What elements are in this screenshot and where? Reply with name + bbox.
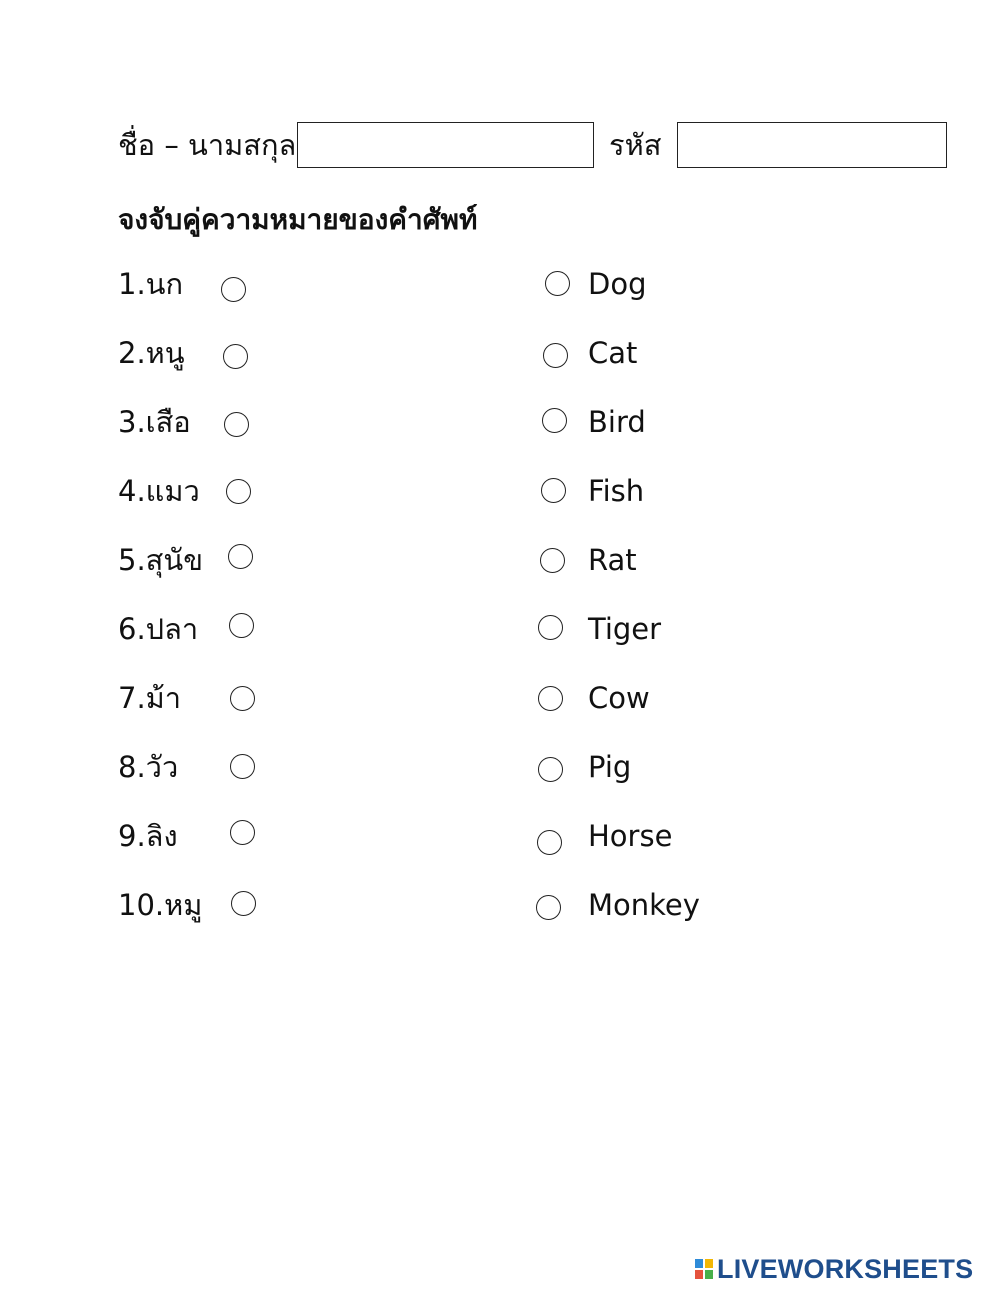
left-match-dot-1[interactable] xyxy=(221,277,246,302)
right-match-dot-4[interactable] xyxy=(541,478,566,503)
left-item-6: 6.ปลา xyxy=(118,612,199,646)
left-item-8: 8.วัว xyxy=(118,750,179,784)
right-match-dot-8[interactable] xyxy=(538,757,563,782)
right-item-8: Pig xyxy=(588,750,632,784)
left-item-2: 2.หนู xyxy=(118,336,185,370)
code-label: รหัส xyxy=(609,128,662,162)
right-item-1: Dog xyxy=(588,267,647,301)
left-item-4: 4.แมว xyxy=(118,474,200,508)
right-match-dot-10[interactable] xyxy=(536,895,561,920)
left-match-dot-3[interactable] xyxy=(224,412,249,437)
right-match-dot-2[interactable] xyxy=(543,343,568,368)
right-match-dot-7[interactable] xyxy=(538,686,563,711)
right-match-dot-6[interactable] xyxy=(538,615,563,640)
right-item-4: Fish xyxy=(588,474,645,508)
brand-name: LIVEWORKSHEETS xyxy=(717,1253,974,1284)
right-match-dot-5[interactable] xyxy=(540,548,565,573)
liveworksheets-brand xyxy=(694,1254,973,1284)
left-match-dot-4[interactable] xyxy=(226,479,251,504)
right-item-5: Rat xyxy=(588,543,637,577)
left-match-dot-9[interactable] xyxy=(230,820,255,845)
left-item-5: 5.สุนัข xyxy=(118,543,204,577)
left-item-7: 7.ม้า xyxy=(118,681,182,715)
right-item-7: Cow xyxy=(588,681,650,715)
left-match-dot-7[interactable] xyxy=(230,686,255,711)
left-match-dot-5[interactable] xyxy=(228,544,253,569)
logo-square-red xyxy=(694,1269,704,1280)
logo-square-blue xyxy=(694,1258,704,1269)
name-label: ชื่อ – นามสกุล xyxy=(118,128,297,162)
left-match-dot-10[interactable] xyxy=(231,891,256,916)
right-item-6: Tiger xyxy=(588,612,662,646)
right-match-dot-9[interactable] xyxy=(537,830,562,855)
name-input[interactable] xyxy=(297,122,594,168)
left-item-10: 10.หมู xyxy=(118,888,203,922)
right-item-10: Monkey xyxy=(588,888,700,922)
logo-square-yellow xyxy=(704,1258,714,1269)
left-item-1: 1.นก xyxy=(118,267,184,301)
instruction-heading: จงจับคู่ความหมายของคำศัพท์ xyxy=(118,203,478,236)
right-item-9: Horse xyxy=(588,819,673,853)
left-item-3: 3.เสือ xyxy=(118,405,191,439)
left-item-9: 9.ลิง xyxy=(118,819,178,853)
left-match-dot-6[interactable] xyxy=(229,613,254,638)
left-match-dot-8[interactable] xyxy=(230,754,255,779)
right-match-dot-1[interactable] xyxy=(545,271,570,296)
code-input[interactable] xyxy=(677,122,947,168)
right-item-3: Bird xyxy=(588,405,646,439)
left-match-dot-2[interactable] xyxy=(223,344,248,369)
liveworksheets-logo-icon xyxy=(694,1258,714,1280)
right-item-2: Cat xyxy=(588,336,638,370)
right-match-dot-3[interactable] xyxy=(542,408,567,433)
logo-square-green xyxy=(704,1269,714,1280)
